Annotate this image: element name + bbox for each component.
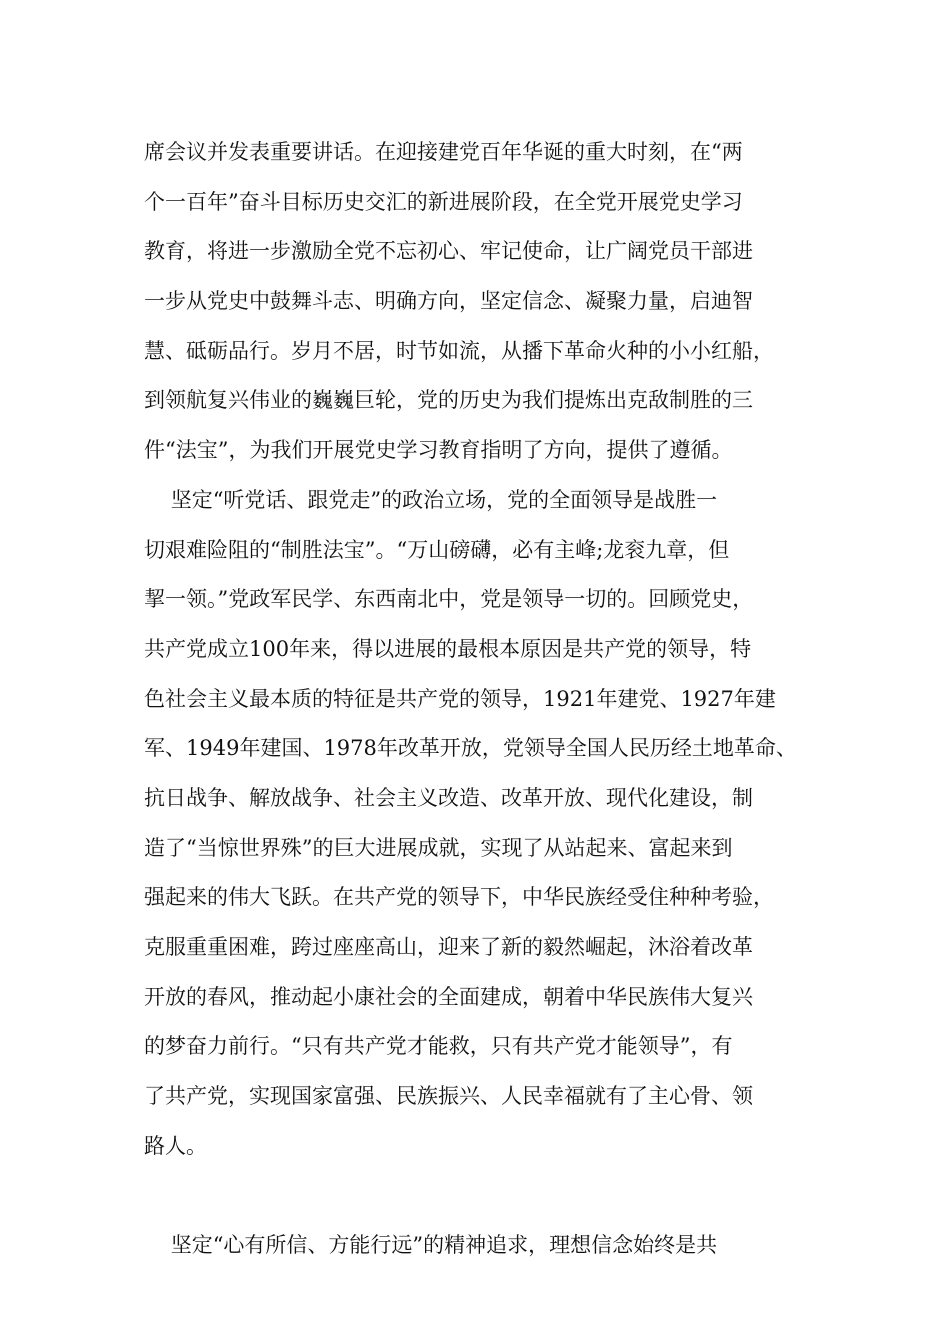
text-line: 一步从党史中鼓舞斗志、明确方向，坚定信念、凝聚力量，启迪智 xyxy=(144,289,753,314)
text-line: 慧、砥砺品行。岁月不居，时节如流，从播下革命火种的小小红船， xyxy=(144,338,774,363)
text-line: 挈一领。”党政军民学、东西南北中，党是领导一切的。回顾党史， xyxy=(144,587,754,612)
text-line: 了共产党，实现国家富强、民族振兴、人民幸福就有了主心骨、领 xyxy=(144,1084,753,1109)
text-line: 路人。 xyxy=(144,1133,207,1158)
text-line: 席会议并发表重要讲话。在迎接建党百年华诞的重大时刻，在“两 xyxy=(144,140,743,164)
text-line: 教育，将进一步激励全党不忘初心、牢记使命，让广阔党员干部进 xyxy=(144,239,753,264)
text-line: 个一百年”奋斗目标历史交汇的新进展阶段，在全党开展党史学习 xyxy=(144,189,743,214)
text-line: 造了“当惊世界殊”的巨大进展成就，实现了从站起来、富起来到 xyxy=(144,835,733,860)
text-line: 件“法宝”，为我们开展党史学习教育指明了方向，提供了遵循。 xyxy=(144,438,733,463)
text-line xyxy=(144,1171,824,1221)
text-line: 到领航复兴伟业的巍巍巨轮，党的历史为我们提炼出克敌制胜的三 xyxy=(144,388,753,413)
text-line: 切艰难险阻的“制胜法宝”。“万山磅礴，必有主峰;龙衮九章，但 xyxy=(144,537,730,562)
text-line: 克服重重困难，跨过座座高山，迎来了新的毅然崛起，沐浴着改革 xyxy=(144,935,753,959)
text-line: 强起来的伟大飞跃。在共产党的领导下，中华民族经受住种种考验， xyxy=(144,885,774,910)
text-line: 抗日战争、解放战争、社会主义改造、改革开放、现代化建设，制 xyxy=(144,785,753,810)
text-line: 坚定“心有所信、方能行远”的精神追求，理想信念始终是共 xyxy=(144,1233,718,1258)
text-body xyxy=(144,128,824,1271)
text-line: 开放的春风，推动起小康社会的全面建成，朝着中华民族伟大复兴 xyxy=(144,984,753,1009)
text-line: 坚定“听党话、跟党走”的政治立场，党的全面领导是战胜一 xyxy=(144,487,718,512)
text-line: 色社会主义最本质的特征是共产党的领导，1921年建党、1927年建 xyxy=(144,686,776,711)
text-line: 共产党成立100年来，得以进展的最根本原因是共产党的领导，特 xyxy=(144,636,752,661)
text-line: 的梦奋力前行。“只有共产党才能救，只有共产党才能领导”，有 xyxy=(144,1034,733,1059)
text-line: 军、1949年建国、1978年改革开放，党领导全国人民历经土地革命、 xyxy=(144,736,797,761)
